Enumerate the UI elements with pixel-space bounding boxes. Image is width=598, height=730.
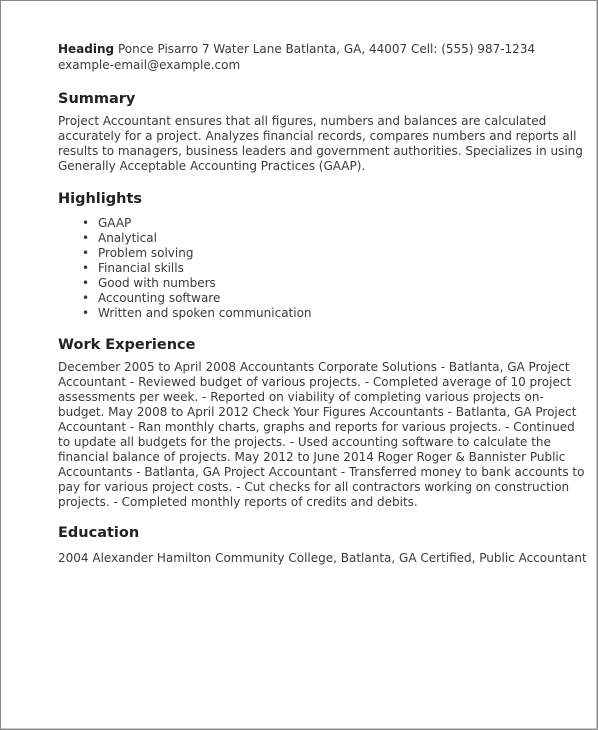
highlights-list <box>58 216 588 321</box>
highlight-item <box>82 231 588 246</box>
summary-heading: Summary <box>58 91 136 107</box>
work-experience-text: December 2005 to April 2008 Accountants Corporate Solutions - Batlanta, GA Project Accountant - Reviewed budget of various projects. - Completed average of 10 project assessments per week. - Reported on viability of completing various projects on-budget. May 2008 to April 2012 Check Your Figures Accountants - Batlanta, GA Project Accountant - Ran monthly charts, graphs and reports for various projects. - Continued to update all budgets for the projects. - Used accounting software to calculate the financial balance of projects. May 2012 to June 2014 Roger Roger & Bannister Public Accountants - Batlanta, GA Project Accountant - Transferred money to bank accounts to pay for various project costs. - Cut checks for all contractors working on construction projects. - Completed monthly reports of credits and debits. <box>58 360 585 509</box>
bullet-icon: • <box>82 291 90 305</box>
education-heading: Education <box>58 525 140 541</box>
highlights-heading: Highlights <box>58 191 143 207</box>
highlight-text: GAAP <box>98 216 132 230</box>
contact-block <box>58 41 588 73</box>
bullet-icon: • <box>82 246 90 260</box>
bullet-icon: • <box>82 276 90 290</box>
resume-content <box>58 41 588 566</box>
work-experience-heading: Work Experience <box>58 337 196 353</box>
highlight-item <box>82 246 588 261</box>
highlight-item <box>82 216 588 231</box>
highlight-text: Good with numbers <box>98 276 216 290</box>
summary-text: Project Accountant ensures that all figures, numbers and balances are calculated accurately for a project. Analyzes financial records, compares numbers and reports all results to managers, business leaders and government authorities. Specializes in using Generally Acceptable Accounting Practices (GAAP). <box>58 114 583 173</box>
bullet-icon: • <box>82 231 90 245</box>
highlight-text: Problem solving <box>98 246 194 260</box>
education-text: 2004 Alexander Hamilton Community College, Batlanta, GA Certified, Public Accountant <box>58 551 587 565</box>
contact-label: Heading <box>58 42 115 56</box>
highlight-text: Written and spoken communication <box>98 306 312 320</box>
contact-text: Ponce Pisarro 7 Water Lane Batlanta, GA, 44007 Cell: (555) 987-1234 example-email@example.com <box>58 42 536 72</box>
highlight-text: Accounting software <box>98 291 221 305</box>
bullet-icon: • <box>82 261 90 275</box>
highlight-item <box>82 291 588 306</box>
highlight-item <box>82 261 588 276</box>
bullet-icon: • <box>82 306 90 320</box>
highlight-text: Analytical <box>98 231 157 245</box>
bullet-icon: • <box>82 216 90 230</box>
highlight-item <box>82 276 588 291</box>
highlight-text: Financial skills <box>98 261 184 275</box>
highlight-item <box>82 306 588 321</box>
